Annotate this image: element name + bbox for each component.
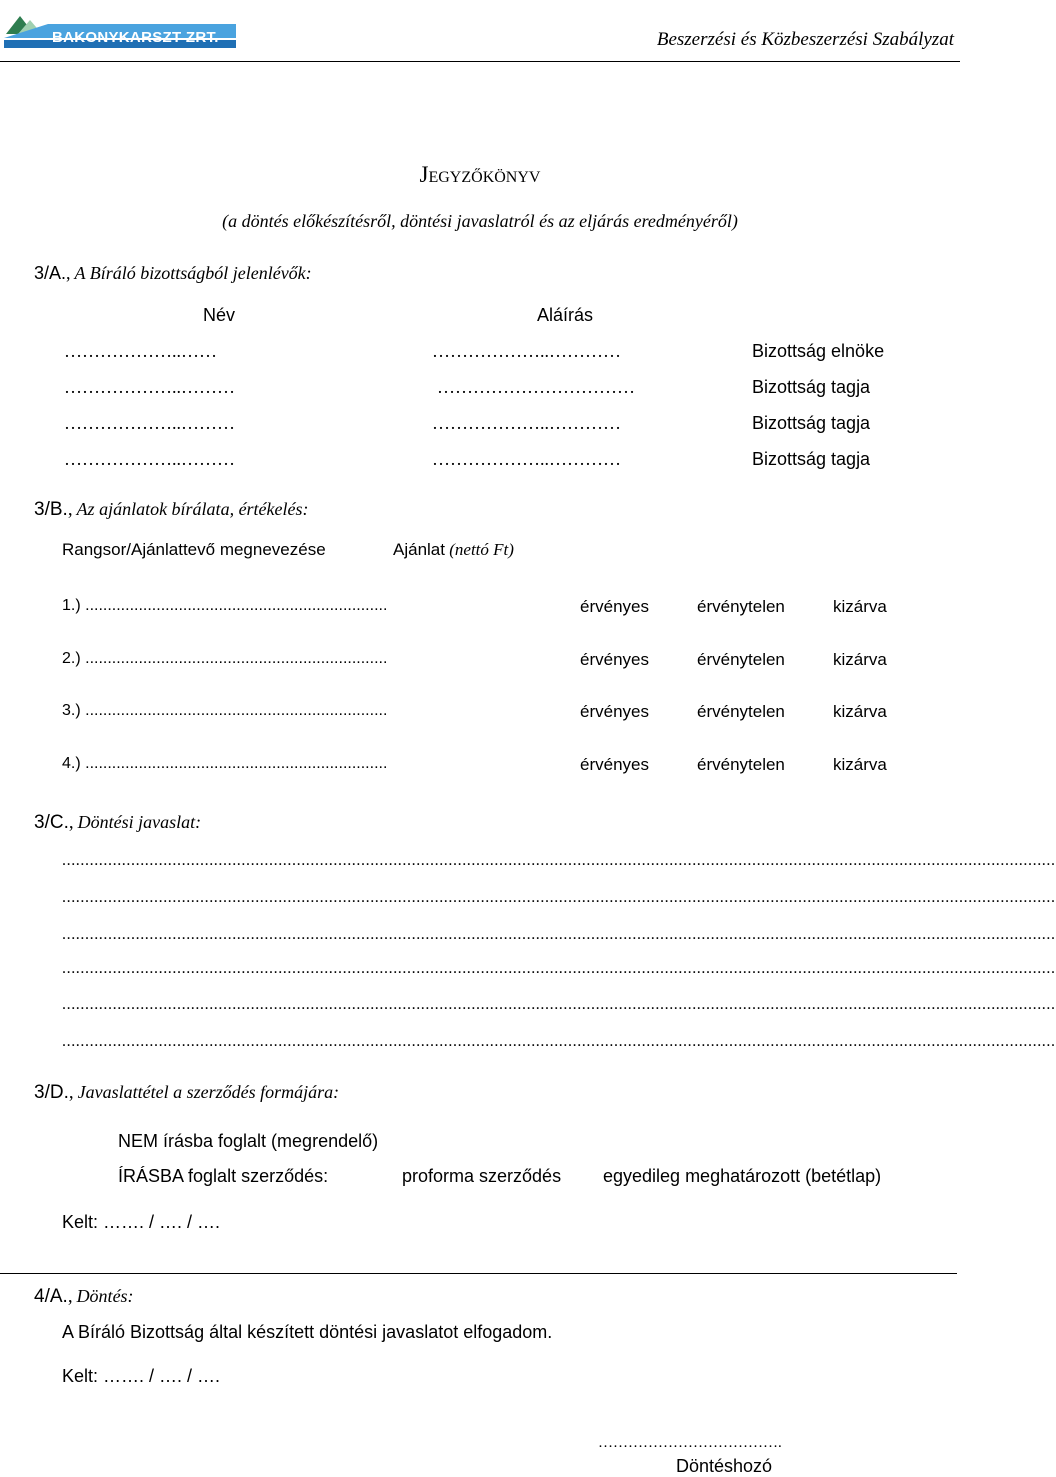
status-excluded[interactable]: kizárva <box>833 597 887 616</box>
section-3b-heading: 3/B., Az ajánlatok bírálata, értékelés: <box>34 499 309 520</box>
decision-proposal-line[interactable]: ........................................................................................................................................................................................................................ <box>62 960 1056 977</box>
status-invalid[interactable]: érvénytelen <box>697 755 785 774</box>
section-3d-heading: 3/D., Javaslattétel a szerződés formájára: <box>34 1082 340 1103</box>
status-invalid[interactable]: érvénytelen <box>697 650 785 669</box>
signature-label: Döntéshozó <box>676 1456 773 1476</box>
committee-role: Bizottság tagja <box>752 377 871 397</box>
section-4a-heading: 4/A., Döntés: <box>34 1286 134 1307</box>
offer-label[interactable]: 2.) .................................................................... <box>62 650 388 667</box>
status-valid[interactable]: érvényes <box>580 650 649 669</box>
page-title: Jegyzőkönyv <box>419 162 541 187</box>
status-invalid[interactable]: érvénytelen <box>697 702 785 721</box>
signature-line[interactable]: ………………………………. <box>598 1435 782 1451</box>
column-header-signature: Aláírás <box>537 305 594 325</box>
decision-proposal-line[interactable]: ........................................................................................................................................................................................................................ <box>62 996 1056 1013</box>
signature-blank[interactable]: ………………..………… <box>432 413 621 433</box>
column-header-rank: Rangsor/Ajánlattevő megnevezése <box>62 540 326 559</box>
name-blank[interactable]: ………………..……… <box>64 449 235 469</box>
contract-option-proforma[interactable]: proforma szerződés <box>402 1166 562 1186</box>
date-field-4a[interactable]: Kelt: ……. / …. / …. <box>62 1366 221 1386</box>
section-3a-heading: 3/A., A Bíráló bizottságból jelenlévők: <box>34 263 312 283</box>
section-divider <box>0 1273 957 1274</box>
status-valid[interactable]: érvényes <box>580 702 649 721</box>
decision-proposal-line[interactable]: ........................................................................................................................................................................................................................ <box>62 852 1056 869</box>
contract-option-not-written[interactable]: NEM írásba foglalt (megrendelő) <box>118 1131 379 1151</box>
status-excluded[interactable]: kizárva <box>833 702 887 721</box>
name-blank[interactable]: ………………..…… <box>64 341 217 361</box>
decision-proposal-line[interactable]: ........................................................................................................................................................................................................................ <box>62 926 1056 943</box>
company-logo <box>4 4 236 48</box>
committee-role: Bizottság tagja <box>752 413 871 433</box>
contract-option-written[interactable]: ÍRÁSBA foglalt szerződés: <box>118 1166 329 1186</box>
section-3c-heading: 3/C., Döntési javaslat: <box>34 812 202 833</box>
signature-blank[interactable]: ………………..………… <box>432 449 621 469</box>
offer-label[interactable]: 3.) .................................................................... <box>62 702 388 719</box>
committee-role: Bizottság tagja <box>752 449 871 469</box>
page-subtitle: (a döntés előkészítésről, döntési javaslatról és az eljárás eredményéről) <box>222 211 738 231</box>
signature-blank[interactable]: …………………………… <box>437 377 635 397</box>
status-excluded[interactable]: kizárva <box>833 650 887 669</box>
document-header-title: Beszerzési és Közbeszerzési Szabályzat <box>656 29 954 50</box>
column-header-offer: Ajánlat (nettó Ft) <box>393 540 514 559</box>
name-blank[interactable]: ………………..……… <box>64 377 235 397</box>
offer-label[interactable]: 4.) .................................................................... <box>62 755 388 772</box>
signature-blank[interactable]: ………………..………… <box>432 341 621 361</box>
header-divider <box>0 61 960 62</box>
status-invalid[interactable]: érvénytelen <box>697 597 785 616</box>
date-field-3d[interactable]: Kelt: ……. / …. / …. <box>62 1212 221 1232</box>
decision-statement: A Bíráló Bizottság által készített döntési javaslatot elfogadom. <box>62 1322 553 1342</box>
offer-label[interactable]: 1.) .................................................................... <box>62 597 388 614</box>
name-blank[interactable]: ………………..……… <box>64 413 235 433</box>
decision-proposal-line[interactable]: ........................................................................................................................................................................................................................ <box>62 889 1056 906</box>
contract-option-individual[interactable]: egyedileg meghatározott (betétlap) <box>603 1166 882 1186</box>
status-valid[interactable]: érvényes <box>580 597 649 616</box>
decision-proposal-line[interactable]: ........................................................................................................................................................................................................................ <box>62 1033 1056 1050</box>
column-header-name: Név <box>203 305 236 325</box>
committee-role: Bizottság elnöke <box>752 341 885 361</box>
status-valid[interactable]: érvényes <box>580 755 649 774</box>
logo-text: BAKONYKARSZT ZRT. <box>52 29 219 46</box>
status-excluded[interactable]: kizárva <box>833 755 887 774</box>
